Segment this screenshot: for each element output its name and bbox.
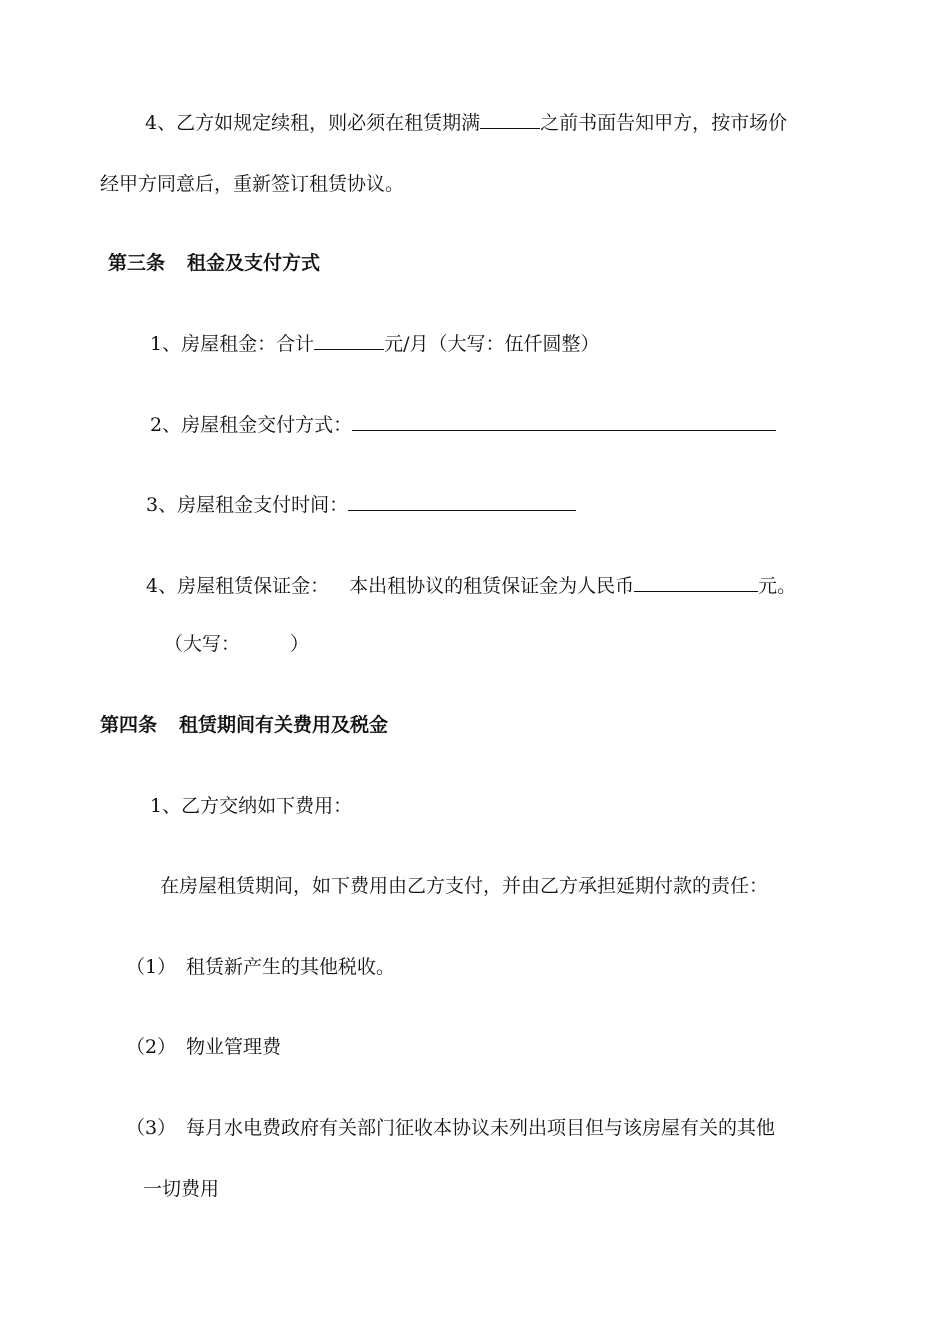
payment-time-blank [348,492,576,511]
clause4-item1: 1、乙方交纳如下费用： [150,795,353,817]
fee-item-number: （2） [126,1036,177,1058]
clause3-item4-label: 4、房屋租赁保证金： [146,575,330,597]
clause3-item4-line [146,573,796,598]
clause3-item4-unit: 元。 [758,575,797,597]
clause3-item4-text: 本出租协议的租赁保证金为人民币 [349,575,635,597]
fee-item [126,1035,281,1059]
clause2-item4-continuation: 经甲方同意后，重新签订租赁协议。 [100,173,405,195]
deposit-daxie-close: ） [290,633,310,655]
fee-item [126,1116,775,1140]
clause3-item2-line [150,412,776,437]
fee-item-continuation: 一切费用 [143,1178,220,1200]
clause4-heading-title: 租赁期间有关费用及税金 [179,714,389,736]
clause2-item4-text-b: 之前书面告知甲方，按市场价 [540,112,788,134]
renewal-notice-blank [480,110,540,129]
fee-item-text: 租赁新产生的其他税收。 [186,956,396,978]
clause2-item4-line [145,110,787,135]
clause3-heading-number: 第三条 [108,252,166,274]
fee-item-number: （1） [126,956,177,978]
fee-item-number: （3） [126,1117,177,1139]
fee-item [126,955,395,979]
deposit-daxie-line [164,632,309,656]
clause3-item1-line [150,331,600,356]
rent-amount-blank [314,331,384,350]
deposit-daxie-open: （大写： [164,633,241,655]
clause3-item1-text-b: 元/月（大写：伍仟圆整） [384,333,600,355]
clause3-heading-title: 租金及支付方式 [187,252,321,274]
payment-method-blank [352,412,776,431]
fee-item-text: 每月水电费政府有关部门征收本协议未列出项目但与该房屋有关的其他 [186,1117,776,1139]
clause3-item1-text-a: 1、房屋租金：合计 [150,333,315,355]
clause3-item2-text: 2、房屋租金交付方式： [150,414,353,436]
clause4-heading-number: 第四条 [100,714,158,736]
clause3-item3-line [146,492,576,517]
deposit-amount-blank [634,573,758,592]
clause3-heading [108,251,320,275]
fee-item-text: 物业管理费 [186,1036,282,1058]
clause4-heading [100,713,388,737]
clause4-intro: 在房屋租赁期间，如下费用由乙方支付，并由乙方承担延期付款的责任： [160,875,769,897]
clause3-item3-text: 3、房屋租金支付时间： [146,494,349,516]
clause2-item4-text-a: 4、乙方如规定续租，则必须在租赁期满 [145,112,481,134]
